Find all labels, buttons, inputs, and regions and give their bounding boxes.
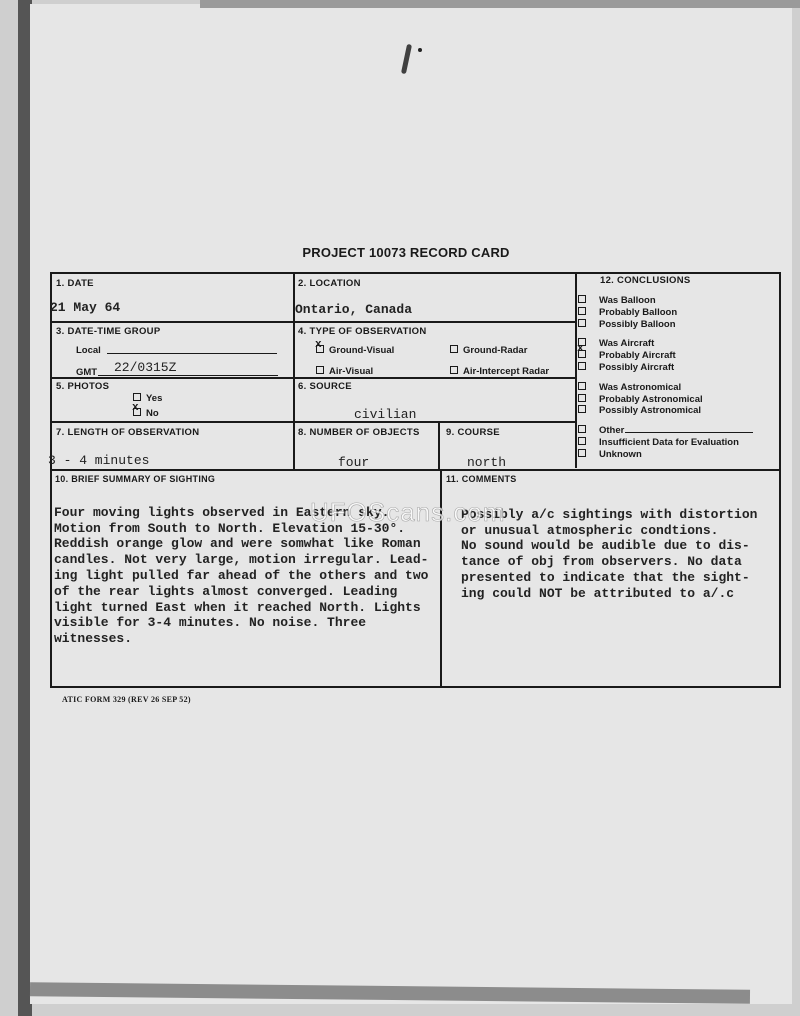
course-value: north [467,455,507,470]
course-label: 9. COURSE [446,427,500,438]
conclusion-other[interactable]: Other [578,425,778,437]
checkbox-icon[interactable] [578,425,586,433]
option-ground-radar[interactable]: Ground-Radar [450,345,527,356]
checkbox-icon[interactable] [450,345,458,353]
comments-label: 11. COMMENTS [446,474,517,484]
date-time-group-label: 3. DATE-TIME GROUP [56,326,161,337]
conclusion-insufficient-data[interactable]: Insufficient Data for Evaluation [578,437,778,449]
checkbox-icon[interactable] [578,382,586,390]
local-label: Local [76,345,101,356]
conclusions-section [578,275,778,461]
option-ground-visual[interactable]: xGround-Visual [316,345,394,356]
option-photos-no[interactable]: xNo [133,408,159,419]
local-field-line [107,353,277,354]
checkbox-icon[interactable] [133,393,141,401]
date-value: 21 May 64 [50,300,121,315]
checkbox-checked-icon[interactable] [578,350,586,358]
comments-line: No sound would be audible due to dis- [461,538,750,554]
checkbox-checked-icon[interactable] [133,408,141,416]
option-air-visual[interactable]: Air-Visual [316,366,373,377]
divider [438,421,440,470]
page-title: PROJECT 10073 RECORD CARD [302,245,510,260]
date-label: 1. DATE [56,278,94,289]
location-value: Ontario, Canada [295,302,413,317]
divider [50,321,576,323]
conclusion-unknown[interactable]: Unknown [578,449,778,461]
summary-line: light turned East when it reached North. Lights [54,599,421,615]
comments-line: presented to indicate that the sight- [461,569,750,585]
conclusion-probably-aircraft[interactable]: xProbably Aircraft [578,350,778,362]
checkbox-icon[interactable] [578,319,586,327]
length-of-observation-value: 3 - 4 minutes [48,453,150,468]
comments-line: Possibly a/c sightings with distortion [461,506,758,522]
comments-line: ing could NOT be attributed to a/.c [461,585,735,601]
summary-line: candles. Not very large, motion irregular. Lead- [54,552,429,568]
summary-line: Reddish orange glow and were somwhat like Roman [54,536,421,552]
divider [575,272,577,468]
conclusion-possibly-astronomical[interactable]: Possibly Astronomical [578,405,778,417]
conclusion-possibly-aircraft[interactable]: Possibly Aircraft [578,362,778,374]
conclusion-probably-balloon[interactable]: Probably Balloon [578,307,778,319]
summary-label: 10. BRIEF SUMMARY OF SIGHTING [55,474,216,484]
checkbox-icon[interactable] [578,295,586,303]
checkbox-checked-icon[interactable] [316,345,324,353]
summary-line: Four moving lights observed in Eastern sky. [54,504,390,520]
conclusion-possibly-balloon[interactable]: Possibly Balloon [578,319,778,331]
checkbox-icon[interactable] [578,405,586,413]
checkbox-icon[interactable] [578,437,586,445]
summary-line: of the rear lights almost converged. Leading [54,583,398,599]
divider [293,272,295,422]
type-of-observation-label: 4. TYPE OF OBSERVATION [298,326,427,337]
form-footer: ATIC FORM 329 (REV 26 SEP 52) [62,695,191,704]
location-label: 2. LOCATION [298,278,361,289]
conclusions-label: 12. CONCLUSIONS [600,275,691,286]
summary-line: visible for 3-4 minutes. No noise. Three [54,615,367,631]
conclusion-probably-astronomical[interactable]: Probably Astronomical [578,394,778,406]
ink-dot [418,48,422,52]
conclusion-was-aircraft[interactable]: Was Aircraft [578,338,778,350]
watermark: UFOScans.com [310,497,506,527]
summary-line: ing light pulled far ahead of the others and two [54,567,429,583]
divider [50,469,781,471]
source-value: civilian [354,407,417,422]
conclusion-was-astronomical[interactable]: Was Astronomical [578,382,778,394]
summary-line: witnesses. [54,631,133,647]
comments-line: or unusual atmospheric condtions. [461,522,719,538]
divider [293,421,295,470]
number-of-objects-value: four [338,455,370,470]
option-air-intercept-radar[interactable]: Air-Intercept Radar [450,366,549,377]
length-of-observation-label: 7. LENGTH OF OBSERVATION [56,427,200,438]
checkbox-icon[interactable] [578,362,586,370]
source-label: 6. SOURCE [298,381,352,392]
summary-line: Motion from South to North. Elevation 15-30°. [54,520,406,536]
number-of-objects-label: 8. NUMBER OF OBJECTS [298,427,420,438]
checkbox-icon[interactable] [450,366,458,374]
checkbox-icon[interactable] [316,366,324,374]
scan-edge-top [200,0,800,8]
divider [50,421,576,423]
gmt-value: 22/0315Z [114,360,177,375]
gmt-label: GMT [76,367,98,378]
checkbox-icon[interactable] [578,449,586,457]
checkbox-icon[interactable] [578,307,586,315]
divider [50,377,576,379]
comments-line: tance of obj from observers. No data [461,554,742,570]
other-field-line [625,432,753,433]
option-photos-yes[interactable]: Yes [133,393,162,404]
conclusion-was-balloon[interactable]: Was Balloon [578,295,778,307]
gmt-field-line [98,375,278,376]
photos-label: 5. PHOTOS [56,381,110,392]
checkbox-icon[interactable] [578,394,586,402]
